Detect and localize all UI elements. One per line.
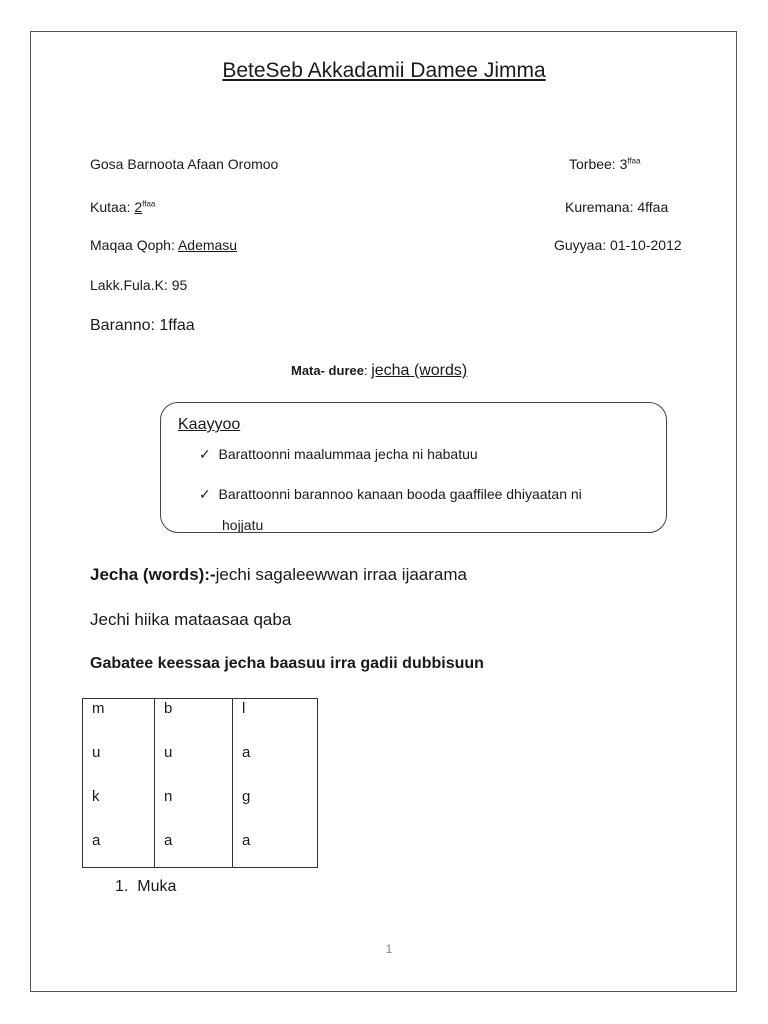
table-cell: u: [83, 744, 155, 788]
table-row: [83, 699, 318, 745]
table-cell: a: [233, 832, 318, 868]
checkmark-icon: ✓: [199, 446, 211, 462]
objective-item: ✓ Barattoonni barannoo kanaan booda gaaffilee dhiyaatan ni: [199, 486, 582, 502]
table-row: [83, 788, 318, 832]
grade-label: Kutaa: $2^{ffaa}$: [90, 199, 156, 215]
semester-label: Kuremana: 4ffaa: [565, 199, 669, 215]
table-cell: a: [83, 832, 155, 868]
table-cell: a: [233, 744, 318, 788]
lesson-count-label: Lakk.Fula.K: 95: [90, 277, 188, 293]
objective-item-overflow: hojjatu: [222, 517, 264, 533]
checkmark-icon: ✓: [199, 486, 211, 502]
week-label: Torbee: $3^{ffaa}$: [569, 156, 641, 172]
table-cell: l: [233, 699, 318, 745]
instruction-line: Gabatee keessaa jecha baasuu irra gadii dubbisuun: [90, 655, 484, 672]
objectives-box: [160, 402, 667, 533]
table-cell: u: [155, 744, 233, 788]
date-label: Guyyaa: 01-10-2012: [554, 237, 682, 253]
table-row: [83, 832, 318, 868]
definition-line: Jecha (words):-jechi sagaleewwan irraa ijaarama: [90, 565, 467, 584]
table-cell: k: [83, 788, 155, 832]
topic-line: Mata- duree: jecha (words): [291, 362, 468, 379]
objectives-heading: Kaayyoo: [178, 416, 241, 433]
subject-label: Gosa Barnoota Afaan Oromoo: [90, 156, 279, 172]
table-cell: m: [83, 699, 155, 745]
objective-item: ✓ Barattoonni maalummaa jecha ni habatuu: [199, 446, 478, 462]
page-title: BeteSeb Akkadamii Damee Jimma: [222, 59, 546, 82]
teacher-label: Maqaa Qoph: Ademasu: [90, 237, 238, 253]
table-cell: a: [155, 832, 233, 868]
table-cell: b: [155, 699, 233, 745]
lesson-label: Baranno: 1ffaa: [90, 317, 195, 334]
answer-item: 1. Muka: [115, 878, 177, 895]
table-cell: g: [233, 788, 318, 832]
table-row: [83, 744, 318, 788]
letters-table: [82, 698, 318, 868]
page-number: 1: [385, 942, 393, 956]
note-line: Jechi hiika mataasaa qaba: [90, 610, 292, 629]
table-cell: n: [155, 788, 233, 832]
